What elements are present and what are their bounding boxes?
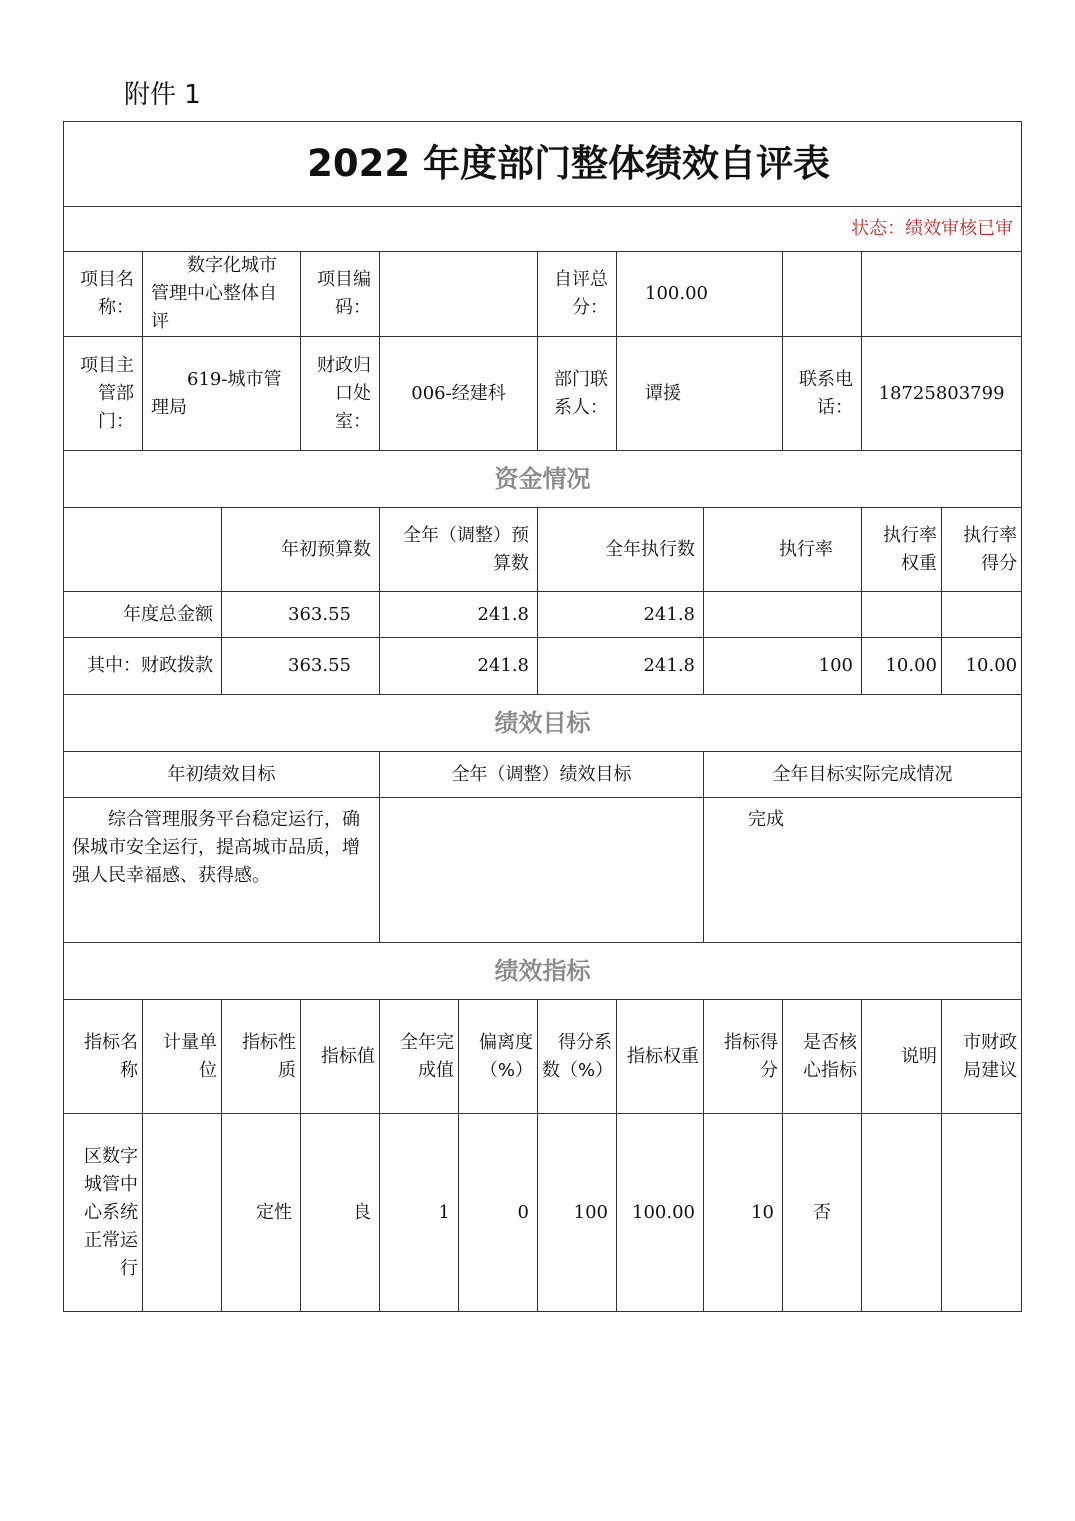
ind-row-value: 良 <box>301 1114 380 1312</box>
finance-office-label: 财政归口处室： <box>301 337 380 451</box>
table-row <box>64 592 1022 638</box>
funds-header-score: 执行率得分 <box>942 508 1022 592</box>
indicators-section-title: 绩效指标 <box>64 943 1022 1000</box>
ind-header-deviation: 偏离度（%） <box>459 1000 538 1114</box>
page-title: 2022 年度部门整体绩效自评表 <box>64 122 1022 207</box>
goals-header-actual: 全年目标实际完成情况 <box>704 752 1022 798</box>
contact-label: 部门联系人： <box>538 337 617 451</box>
funds-section-title: 资金情况 <box>64 451 1022 508</box>
finance-office-value: 006-经建科 <box>380 337 538 451</box>
ind-row-name: 区数字城管中心系统正常运行 <box>64 1114 143 1312</box>
funds-row-score <box>942 592 1022 638</box>
ind-row-score: 10 <box>704 1114 783 1312</box>
contact-value: 谭援 <box>617 337 783 451</box>
ind-row-deviation: 0 <box>459 1114 538 1312</box>
ind-header-completed: 全年完成值 <box>380 1000 459 1114</box>
funds-header-rate: 执行率 <box>704 508 862 592</box>
phone-value: 18725803799 <box>862 337 1022 451</box>
funds-row-adjusted: 241.8 <box>380 638 538 695</box>
funds-row-initial: 363.55 <box>222 592 380 638</box>
goals-actual-text: 完成 <box>704 798 1022 943</box>
funds-header-adjusted: 全年（调整）预算数 <box>380 508 538 592</box>
funds-row-rate: 100 <box>704 638 862 695</box>
ind-header-coef: 得分系数（%） <box>538 1000 617 1114</box>
ind-header-note: 说明 <box>862 1000 942 1114</box>
dept-label: 项目主管部门： <box>64 337 143 451</box>
funds-row-label: 其中：财政拨款 <box>64 638 222 695</box>
ind-header-value: 指标值 <box>301 1000 380 1114</box>
funds-header-weight: 执行率权重 <box>862 508 942 592</box>
funds-row-label: 年度总金额 <box>64 592 222 638</box>
ind-header-advice: 市财政局建议 <box>942 1000 1022 1114</box>
funds-row-weight: 10.00 <box>862 638 942 695</box>
project-name-value: 数字化城市管理中心整体自评 <box>143 252 301 337</box>
ind-row-note <box>862 1114 942 1312</box>
ind-header-nature: 指标性质 <box>222 1000 301 1114</box>
blank-cell <box>862 252 1022 337</box>
ind-header-weight: 指标权重 <box>617 1000 704 1114</box>
ind-row-weight: 100.00 <box>617 1114 704 1312</box>
status-badge: 状态：绩效审核已审 <box>64 207 1022 252</box>
ind-row-completed: 1 <box>380 1114 459 1312</box>
goals-initial-text: 综合管理服务平台稳定运行，确保城市安全运行，提高城市品质，增强人民幸福感、获得感。 <box>64 798 380 943</box>
ind-row-core: 否 <box>783 1114 862 1312</box>
self-evaluation-table <box>63 121 1022 1312</box>
ind-row-advice <box>942 1114 1022 1312</box>
ind-header-score: 指标得分 <box>704 1000 783 1114</box>
funds-row-score: 10.00 <box>942 638 1022 695</box>
ind-header-unit: 计量单位 <box>143 1000 222 1114</box>
funds-row-executed: 241.8 <box>538 638 704 695</box>
goals-adjusted-text <box>380 798 704 943</box>
self-score-label: 自评总分： <box>538 252 617 337</box>
project-code-value <box>380 252 538 337</box>
funds-header-executed: 全年执行数 <box>538 508 704 592</box>
ind-row-coef: 100 <box>538 1114 617 1312</box>
table-row <box>64 638 1022 695</box>
funds-row-executed: 241.8 <box>538 592 704 638</box>
ind-header-name: 指标名称 <box>64 1000 143 1114</box>
ind-header-core: 是否核心指标 <box>783 1000 862 1114</box>
project-name-label: 项目名称： <box>64 252 143 337</box>
goals-header-initial: 年初绩效目标 <box>64 752 380 798</box>
funds-header-blank <box>64 508 222 592</box>
attachment-label: 附件 1 <box>124 80 201 110</box>
funds-row-adjusted: 241.8 <box>380 592 538 638</box>
dept-value: 619-城市管理局 <box>143 337 301 451</box>
table-row <box>64 1114 1022 1312</box>
project-code-label: 项目编码： <box>301 252 380 337</box>
goals-section-title: 绩效目标 <box>64 695 1022 752</box>
funds-row-weight <box>862 592 942 638</box>
blank-cell <box>783 252 862 337</box>
phone-label: 联系电话： <box>783 337 862 451</box>
funds-header-initial: 年初预算数 <box>222 508 380 592</box>
goals-header-adjusted: 全年（调整）绩效目标 <box>380 752 704 798</box>
ind-row-unit <box>143 1114 222 1312</box>
ind-row-nature: 定性 <box>222 1114 301 1312</box>
self-score-value: 100.00 <box>617 252 783 337</box>
funds-row-initial: 363.55 <box>222 638 380 695</box>
funds-row-rate <box>704 592 862 638</box>
